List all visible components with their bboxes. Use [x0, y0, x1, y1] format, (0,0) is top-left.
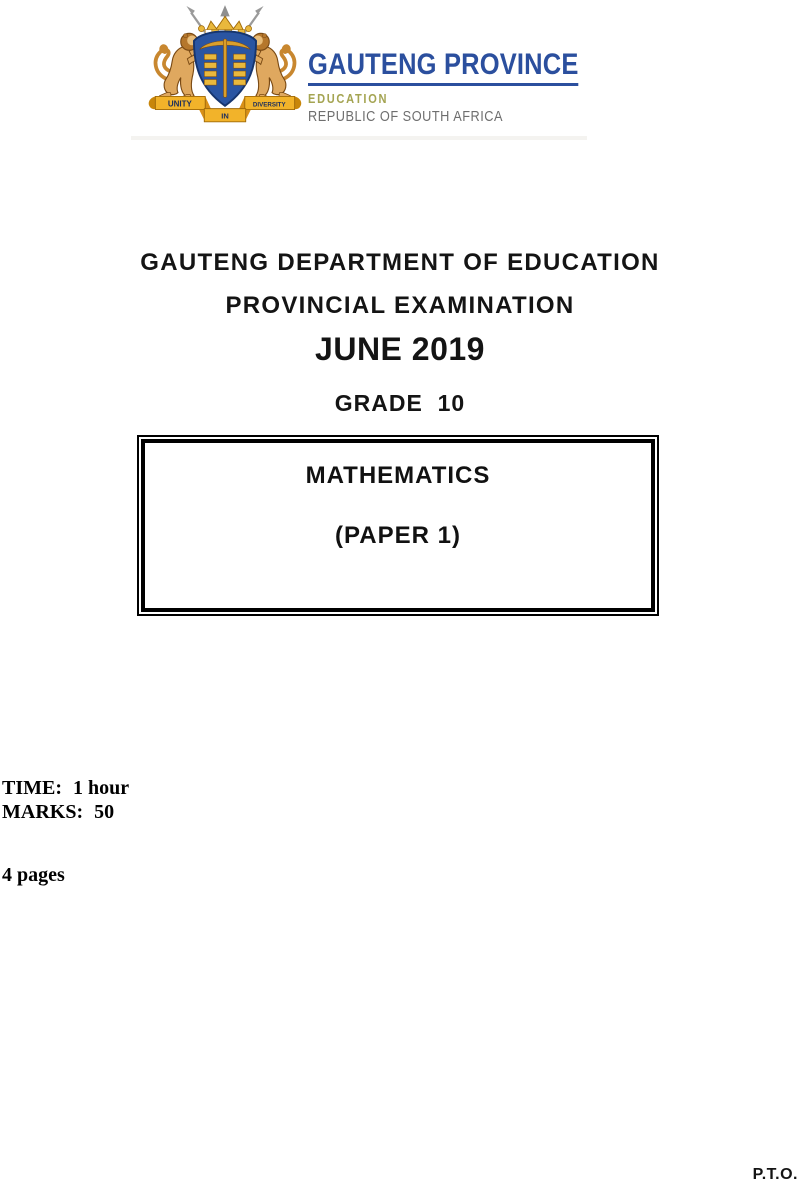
heading-department: GAUTENG DEPARTMENT OF EDUCATION — [140, 249, 660, 276]
subject-box — [137, 435, 659, 616]
subject-box-inner — [141, 439, 655, 612]
motto-diversity: DIVERSITY — [252, 101, 286, 109]
time-label: TIME: — [2, 777, 62, 799]
marks-row — [2, 800, 129, 824]
gauteng-province-logo — [131, 0, 587, 140]
heading-exam-date: JUNE 2019 — [315, 331, 485, 367]
heading-grade: GRADE 10 — [334, 390, 466, 416]
marks-value: 50 — [94, 801, 115, 823]
motto-in: IN — [221, 111, 229, 121]
heading-examination: PROVINCIAL EXAMINATION — [225, 292, 575, 319]
coat-of-arms-icon — [145, 3, 305, 139]
subject-title: MATHEMATICS — [305, 462, 491, 489]
logo-country: REPUBLIC OF SOUTH AFRICA — [308, 108, 504, 125]
logo-department: EDUCATION — [308, 91, 389, 106]
subject-paper-number: (PAPER 1) — [335, 522, 461, 549]
logo-org-name: GAUTENG PROVINCE — [308, 49, 578, 86]
motto-unity: UNITY — [167, 99, 192, 109]
shield-icon — [194, 31, 256, 105]
page-count: 4 pages — [2, 864, 65, 886]
logo-wordmark — [308, 49, 578, 125]
time-value: 1 hour — [73, 777, 130, 799]
exam-details — [2, 776, 129, 824]
pto-label: P.T.O. — [752, 1166, 798, 1183]
time-row — [2, 776, 129, 800]
marks-label: MARKS: — [2, 801, 84, 823]
